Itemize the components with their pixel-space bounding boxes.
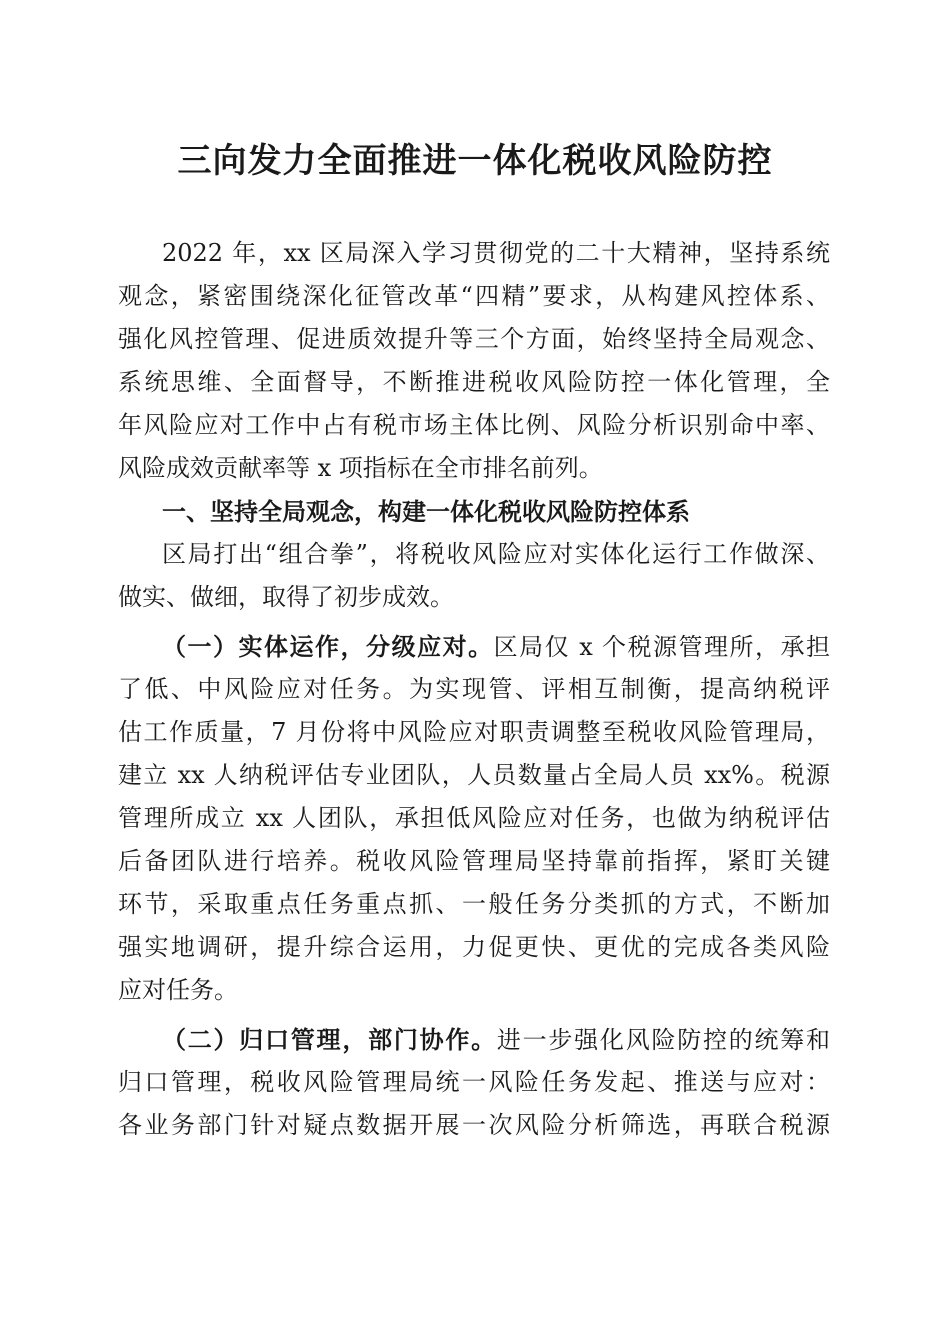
subsection-paragraph-1 xyxy=(118,625,830,1012)
subsection-lead: （二）归口管理，部门协作。 xyxy=(162,1025,497,1054)
text-line: 系统思维、全面督导，不断推进税收风险防控一体化管理，全 xyxy=(118,368,830,396)
text-line xyxy=(118,625,830,668)
text-line: 了低、中风险应对任务。为实现管、评相互制衡，提高纳税评 xyxy=(118,675,830,703)
section-intro-paragraph xyxy=(118,533,830,619)
subsection-paragraph-2 xyxy=(118,1018,830,1147)
document-body xyxy=(118,232,830,1147)
text-line: 环节，采取重点任务重点抓、一般任务分类抓的方式，不断加 xyxy=(118,890,830,918)
text-line xyxy=(118,1018,830,1061)
subsection-lead: （一）实体运作，分级应对。 xyxy=(162,632,494,661)
section-heading: 一、坚持全局观念，构建一体化税收风险防控体系 xyxy=(162,497,690,526)
text-line: 2022 年，xx 区局深入学习贯彻党的二十大精神，坚持系统 xyxy=(162,239,830,267)
text-line: 估工作质量，7 月份将中风险应对职责调整至税收风险管理局， xyxy=(118,718,830,746)
text-line: 风险成效贡献率等 x 项指标在全市排名前列。 xyxy=(118,454,603,482)
text-line: 区局打出“组合拳”，将税收风险应对实体化运行工作做深、 xyxy=(162,540,830,568)
text-fragment: 区局仅 x 个税源管理所，承担 xyxy=(493,633,830,661)
text-line: 做实、做细，取得了初步成效。 xyxy=(118,583,454,611)
text-line: 建立 xx 人纳税评估专业团队，人员数量占全局人员 xx%。税源 xyxy=(118,761,830,789)
text-line: 强实地调研，提升综合运用，力促更快、更优的完成各类风险 xyxy=(118,933,830,961)
text-line: 强化风控管理、促进质效提升等三个方面，始终坚持全局观念、 xyxy=(118,325,830,353)
text-fragment: 进一步强化风险防控的统筹和 xyxy=(496,1026,830,1054)
text-line: 各业务部门针对疑点数据开展一次风险分析筛选，再联合税源 xyxy=(118,1111,830,1139)
text-line: 观念，紧密围绕深化征管改革“四精”要求，从构建风控体系、 xyxy=(118,282,830,310)
text-line: 应对任务。 xyxy=(118,976,238,1004)
text-line: 后备团队进行培养。税收风险管理局坚持靠前指挥，紧盯关键 xyxy=(118,847,830,875)
text-line: 管理所成立 xx 人团队，承担低风险应对任务，也做为纳税评估 xyxy=(118,804,830,832)
text-line: 年风险应对工作中占有税市场主体比例、风险分析识别命中率、 xyxy=(118,411,830,439)
text-line: 归口管理，税收风险管理局统一风险任务发起、推送与应对： xyxy=(118,1068,830,1096)
document-title: 三向发力全面推进一体化税收风险防控 xyxy=(177,141,773,181)
intro-paragraph xyxy=(118,232,830,490)
